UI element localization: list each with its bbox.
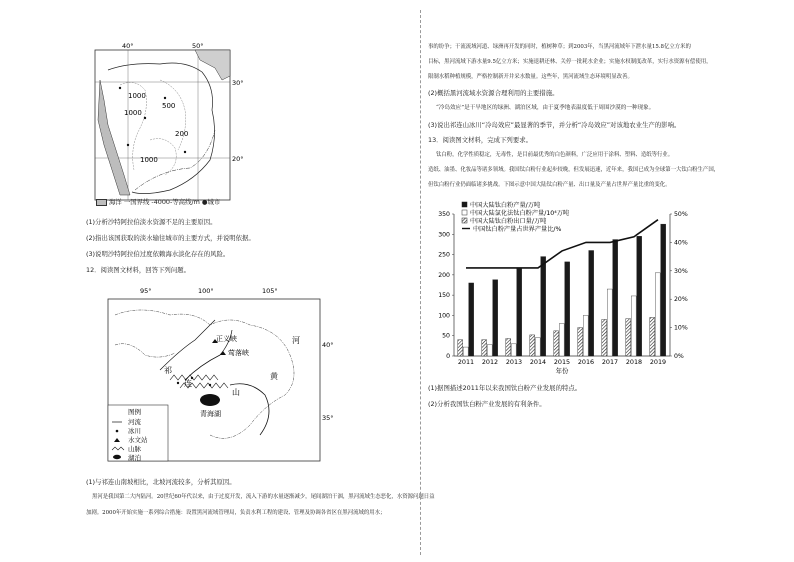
bar-chloride bbox=[583, 315, 588, 356]
paragraph: 限制水稻种植规模，严格控制新开井采水数量。这些年，黑河流域生态环境明显改善。 bbox=[428, 74, 633, 80]
left-tick-label: 150 bbox=[438, 292, 450, 300]
contour-label: 500 bbox=[162, 102, 176, 110]
right-tick-label: 0% bbox=[674, 353, 684, 360]
left-tick-label: 0 bbox=[446, 353, 450, 360]
lon-label: 50° bbox=[192, 42, 204, 50]
qilian-map bbox=[100, 285, 345, 463]
legend-item: 湖泊 bbox=[128, 454, 141, 462]
left-tick-label: 200 bbox=[438, 271, 450, 279]
legend-label: 中国大陆钛白粉产量/万吨 bbox=[470, 202, 541, 209]
left-tick-label: 100 bbox=[438, 312, 450, 320]
right-tick-label: 10% bbox=[674, 324, 688, 332]
lon-label: 95° bbox=[140, 287, 152, 295]
quote: “冷岛效应”是干旱地区的绿洲、湖泊区域，由于夏季地表温度低于周围沙漠的一种现象。 bbox=[436, 105, 655, 111]
x-tick-label: 2019 bbox=[649, 358, 667, 366]
place-label: 青海湖 bbox=[200, 410, 221, 418]
q13-title: 13．阅读图文材料，完成下列要求。 bbox=[428, 136, 532, 144]
bar-production bbox=[661, 224, 666, 356]
legend-label: 中国钛白粉产量占世界产量比/% bbox=[473, 226, 562, 233]
column-divider bbox=[420, 10, 421, 555]
legend-label: 中国大陆氯化法钛白粉产量/10⁴万吨 bbox=[470, 210, 570, 217]
bar-chloride bbox=[655, 273, 660, 356]
x-tick-label: 2015 bbox=[553, 358, 571, 366]
lat-label: 40° bbox=[322, 341, 334, 349]
left-tick-label: 50 bbox=[442, 332, 450, 340]
legend-label: 中国大陆钛白粉出口量/万吨 bbox=[470, 218, 547, 225]
lat-label: 35° bbox=[322, 414, 334, 422]
x-tick-label: 2018 bbox=[625, 358, 643, 366]
legend-item: 山脉 bbox=[128, 445, 141, 453]
bar-production bbox=[493, 280, 498, 356]
place-label: 山 bbox=[232, 388, 240, 397]
contour-label: 1000 bbox=[140, 156, 158, 164]
question-2: (2)指出该国获取的淡水输往城市的主要方式，并说明依据。 bbox=[86, 234, 255, 242]
arabia-map bbox=[90, 40, 250, 215]
bar-export bbox=[458, 340, 463, 356]
left-tick-label: 300 bbox=[438, 231, 450, 239]
bar-chloride bbox=[631, 296, 636, 356]
bar-production bbox=[469, 283, 474, 356]
bar-export bbox=[506, 339, 511, 356]
place-label: 祁 bbox=[164, 366, 172, 375]
bar-production bbox=[517, 269, 522, 356]
bar-export bbox=[626, 319, 631, 356]
contour-label: 1000 bbox=[128, 92, 146, 100]
bar-export bbox=[650, 317, 655, 356]
q13-sub1: (1)据图描述2011年以来我国钛白粉产业发展的特点。 bbox=[428, 384, 582, 392]
paragraph: 造纸、油墨、化妆品等诸多领域。我国钛白粉行业起步较晚，但发展迅速，近年来，我国已成为全球第一大钛白粉生产国， bbox=[428, 167, 720, 173]
paragraph: 钛白粉，化学性质稳定，无毒性，是目前最优秀的白色颜料，广泛应用于涂料、塑料、造纸等行业。 bbox=[436, 152, 674, 158]
bar-production bbox=[637, 236, 642, 356]
bar-chloride bbox=[511, 344, 516, 356]
legend-item: 河流 bbox=[128, 418, 141, 426]
city-dot bbox=[164, 97, 166, 99]
legend-swatch bbox=[462, 218, 467, 223]
bar-chloride bbox=[559, 324, 564, 356]
paragraph: 目标，黑河流域下游水量9.5亿立方米；实施退耕还林、关停一批耗水企业；实施水权制度改革，实行水资源有偿使用， bbox=[428, 59, 712, 65]
x-tick-label: 2012 bbox=[481, 358, 499, 366]
bar-chloride bbox=[535, 338, 540, 356]
bar-export bbox=[530, 335, 535, 356]
right-tick-label: 30% bbox=[674, 267, 688, 275]
question-1: (1)分析沙特阿拉伯淡水资源不足的主要原因。 bbox=[86, 218, 217, 226]
place-label: 黄 bbox=[270, 372, 278, 381]
place-label: 连 bbox=[184, 379, 192, 388]
legend-item: 冰川 bbox=[128, 427, 141, 435]
lat-label: 20° bbox=[232, 155, 244, 163]
bar-export bbox=[578, 328, 583, 356]
left-tick-label: 250 bbox=[438, 251, 450, 259]
x-tick-label: 2014 bbox=[529, 358, 547, 366]
q13-sub2: (2)分析我国钛白粉产业发展的有利条件。 bbox=[428, 400, 546, 408]
bar-export bbox=[482, 340, 487, 356]
left-tick-label: 350 bbox=[438, 211, 450, 218]
city-dot bbox=[184, 151, 186, 153]
paragraph: 加剧。2000年开始实施一系列综合措施：设置黑河流域管理局，负责水利工程的建设、管理及协调各省区在黑河流域的用水； bbox=[86, 510, 386, 516]
x-tick-label: 2016 bbox=[577, 358, 595, 366]
q12-sub1: (1)与祁连山南坡相比，北坡河流较多，分析其原因。 bbox=[86, 478, 236, 486]
place-label: 河 bbox=[292, 336, 300, 345]
lon-label: 100° bbox=[198, 287, 214, 295]
bar-production bbox=[589, 251, 594, 356]
legend-item: 水文站 bbox=[128, 436, 148, 444]
question-2b: (2)概括黑河流域水资源合理利用的主要措施。 bbox=[428, 89, 559, 97]
bar-export bbox=[602, 319, 607, 356]
map1-legend: 海洋 一国界线 -4000-等高线/m ●城市 bbox=[96, 198, 220, 207]
x-tick-label: 2013 bbox=[505, 358, 523, 366]
legend-swatch bbox=[462, 210, 467, 215]
bar-production bbox=[541, 257, 546, 356]
legend-title: 图例 bbox=[128, 408, 141, 416]
right-tick-label: 50% bbox=[674, 211, 688, 218]
place-label: 莺落峡 bbox=[228, 349, 249, 357]
city-dot bbox=[127, 144, 129, 146]
contour-label: 200 bbox=[175, 130, 189, 138]
question-3b: (3)说出祁连山冰川“冷岛效应”最显著的季节，并分析“冷岛效应”对该地农业生产的影响。 bbox=[428, 121, 681, 129]
titanium-chart bbox=[426, 196, 706, 376]
right-tick-label: 40% bbox=[674, 239, 688, 247]
city-dot bbox=[119, 87, 121, 89]
bar-chloride bbox=[487, 345, 492, 356]
x-tick-label: 2011 bbox=[457, 358, 475, 366]
place-label: 正义峡 bbox=[216, 335, 237, 343]
q12-title: 12．阅读图文材料，回答下列问题。 bbox=[86, 266, 190, 274]
bar-chloride bbox=[463, 347, 468, 356]
bar-chloride bbox=[607, 289, 612, 356]
question-3: (3)说明沙特阿拉伯过度依赖海水淡化存在的风险。 bbox=[86, 250, 230, 258]
paragraph: 黑河是我国第二大内陆河。20世纪60年代以来，由于过度开发，流入下游的水量逐渐减少，尾闾湖泊干涸，黑河流域生态恶化，水资源问题日益 bbox=[92, 494, 435, 500]
x-tick-label: 2017 bbox=[601, 358, 619, 366]
paragraph: 事的纷争；干流流域河道、绿洲再开发的同时，植树种草；到2003年，当黑河流域年下泄水量15.8亿立方米的 bbox=[428, 44, 691, 50]
contour-label: 1000 bbox=[124, 109, 142, 117]
lon-label: 105° bbox=[262, 287, 278, 295]
x-axis-label: 年份 bbox=[555, 367, 569, 375]
right-tick-label: 20% bbox=[674, 296, 688, 304]
bar-export bbox=[554, 331, 559, 356]
bar-production bbox=[613, 240, 618, 356]
paragraph: 但钛白粉行业仍面临诸多挑战。下图示意中国大陆钛白粉产量、出口量及产量占世界产量比重的变化。 bbox=[428, 182, 671, 188]
lat-label: 30° bbox=[232, 79, 244, 87]
bar-production bbox=[565, 262, 570, 356]
legend-swatch bbox=[462, 202, 467, 207]
lon-label: 40° bbox=[122, 42, 134, 50]
city-dot bbox=[144, 117, 146, 119]
